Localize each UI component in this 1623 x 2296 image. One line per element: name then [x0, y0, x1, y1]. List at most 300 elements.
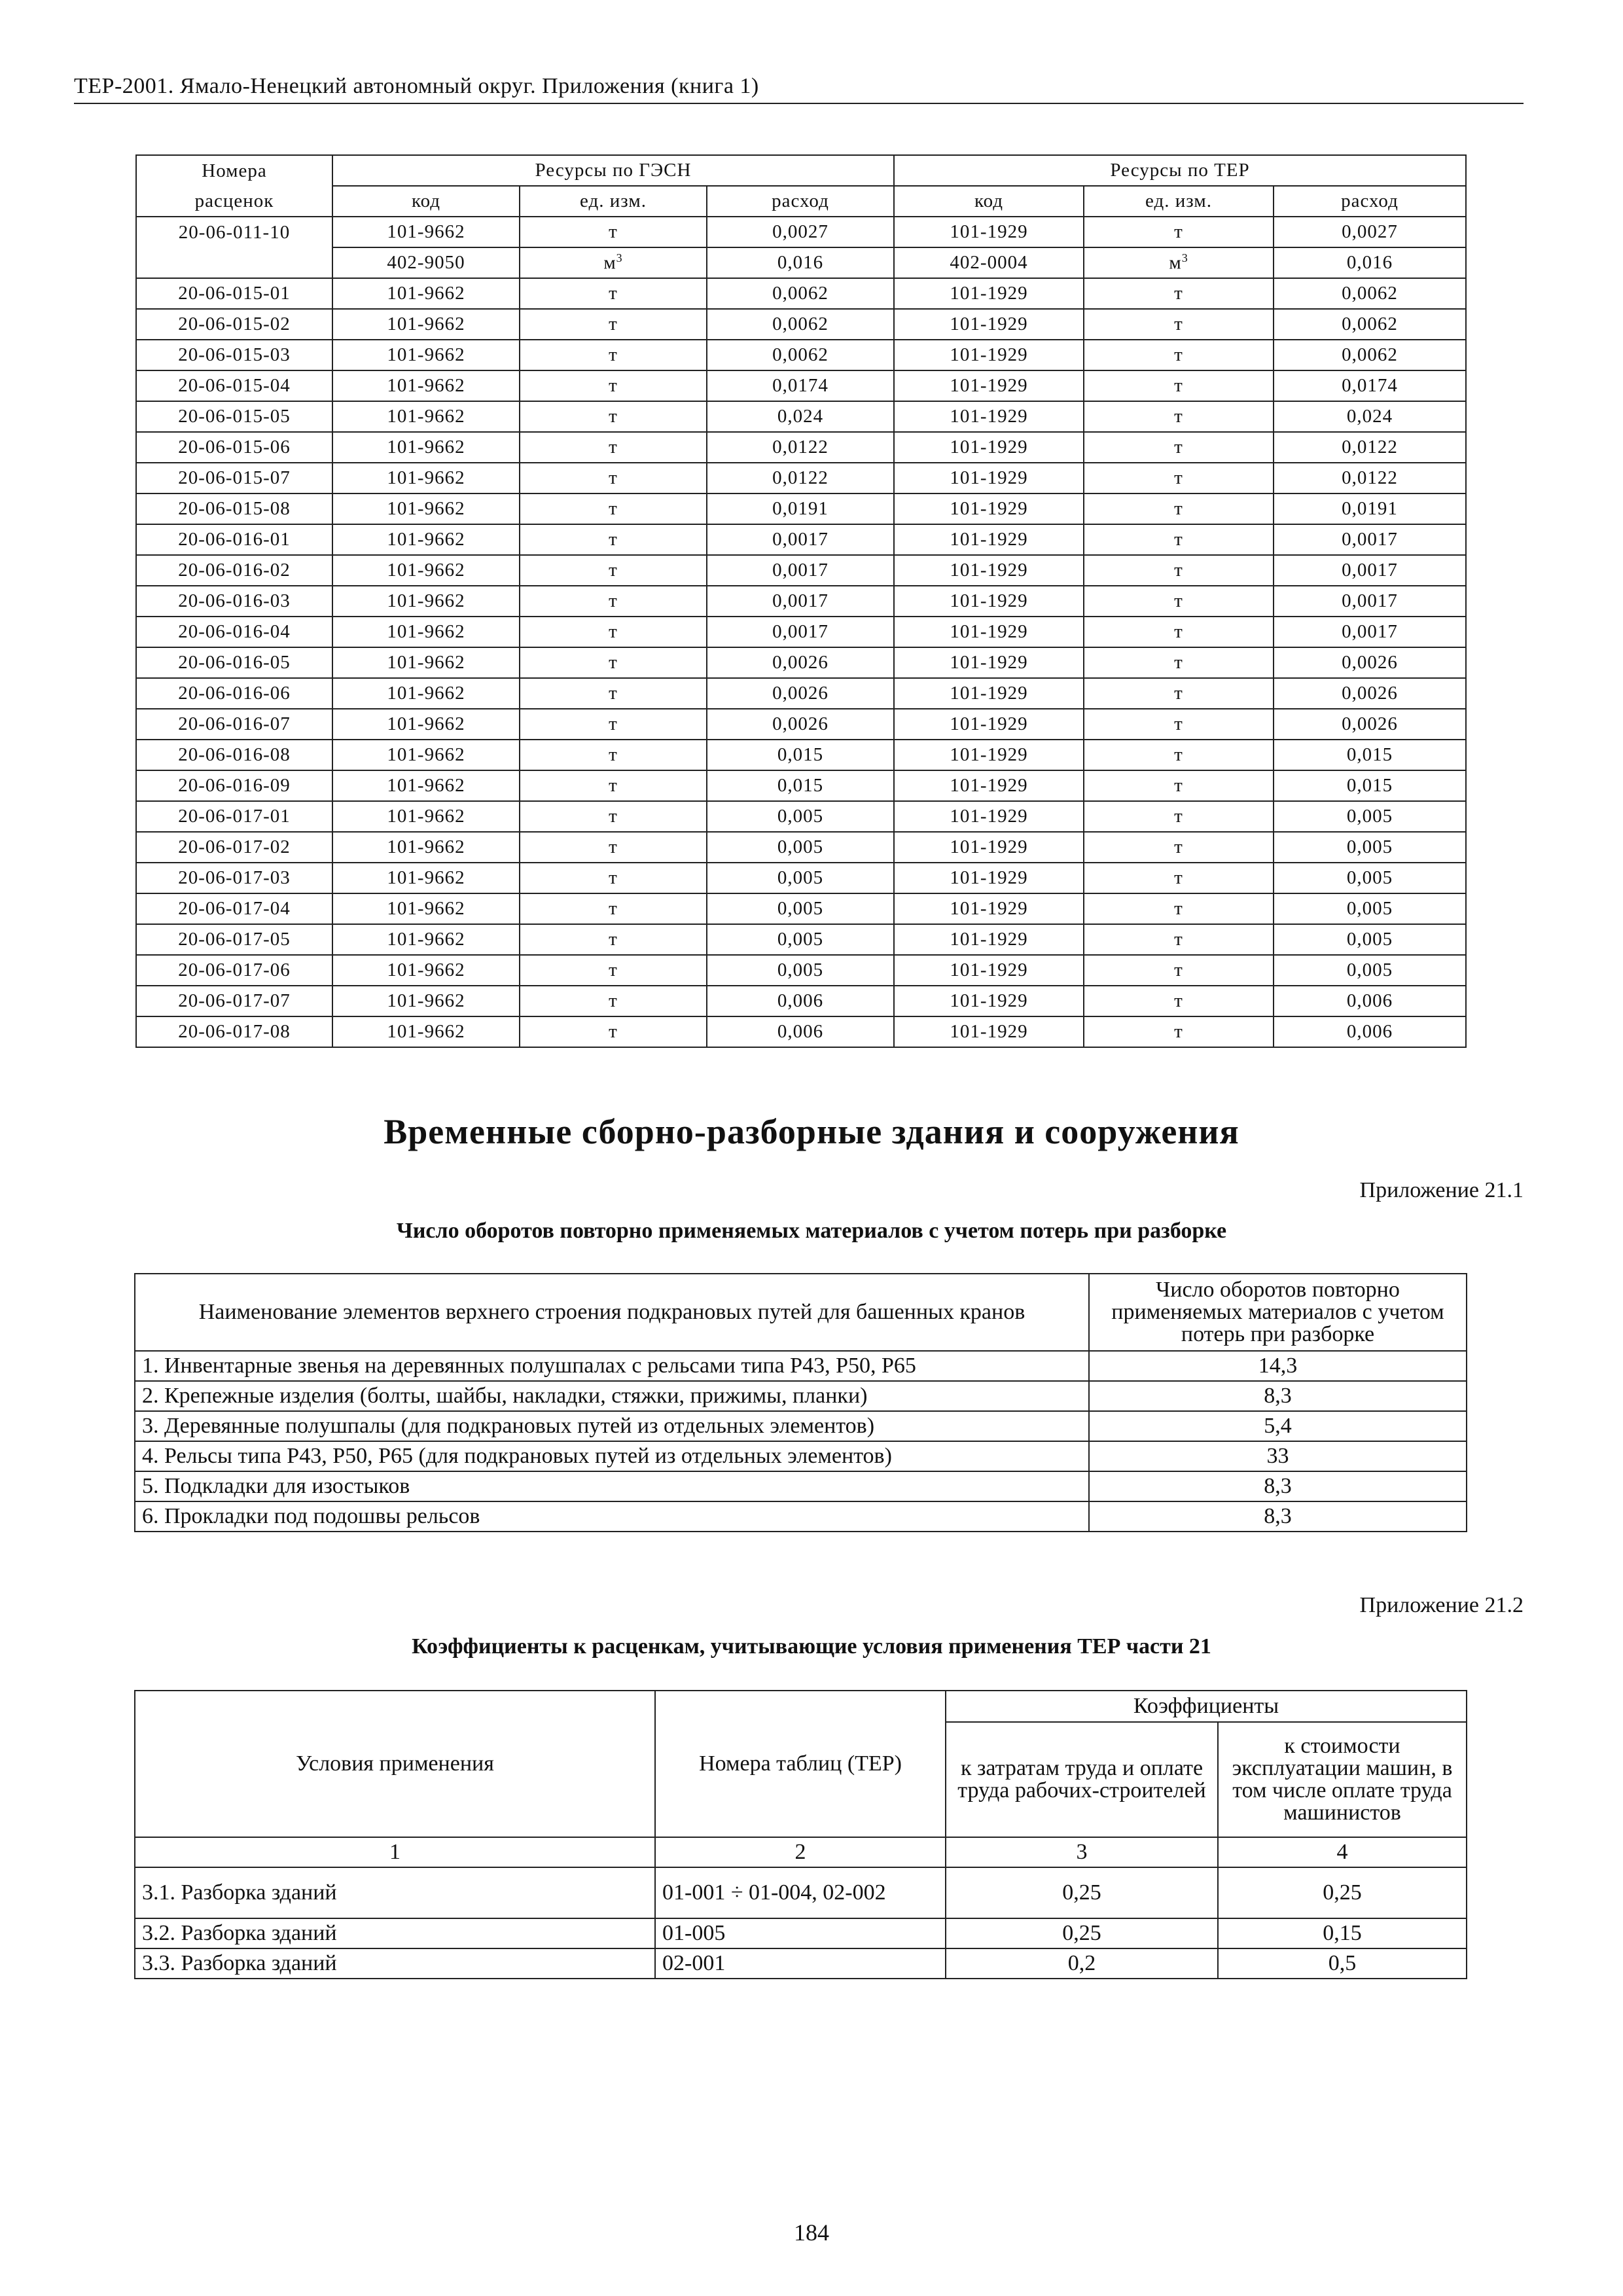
- ter-usage: 0,0191: [1342, 498, 1398, 519]
- rate-number-cell: [136, 555, 332, 586]
- page-number: 184: [794, 2219, 829, 2246]
- gesn-unit-cell: [520, 955, 707, 986]
- ter-code: 101-1929: [950, 990, 1028, 1011]
- table-row: [136, 801, 1466, 832]
- ter-code-cell: [894, 278, 1084, 309]
- ter-usage-cell: [1274, 863, 1466, 893]
- ter-unit: т: [1174, 529, 1183, 550]
- gesn-usage: 0,006: [777, 1021, 824, 1042]
- gesn-code-cell: [332, 955, 520, 986]
- table-row: [136, 893, 1466, 924]
- table-row: [136, 617, 1466, 647]
- ter-usage: 0,024: [1346, 406, 1393, 427]
- ter-unit: т: [1174, 590, 1183, 611]
- ter-usage: 0,006: [1346, 990, 1393, 1011]
- ter-usage-cell: [1274, 678, 1466, 709]
- rate-number-cell: [136, 924, 332, 955]
- ter-code-cell: [894, 247, 1084, 278]
- condition: 3.3. Разборка зданий: [135, 1948, 655, 1979]
- table-row: [135, 1918, 1467, 1948]
- ter-usage-cell: [1274, 955, 1466, 986]
- gesn-usage-cell: [707, 955, 894, 986]
- ter-usage-cell: [1274, 647, 1466, 678]
- ter-unit-cell: [1084, 801, 1274, 832]
- table-row: [135, 1381, 1467, 1411]
- gesn-usage: 0,005: [777, 929, 824, 950]
- ter-usage: 0,005: [1346, 960, 1393, 980]
- ter-usage-cell: [1274, 463, 1466, 493]
- gesn-code: 101-9662: [387, 1021, 465, 1042]
- table-row: [135, 1867, 1467, 1918]
- gesn-unit: т: [609, 560, 618, 581]
- rate-number-cell: [136, 955, 332, 986]
- rate-number-cell: [136, 278, 332, 309]
- ter-unit-cell: [1084, 340, 1274, 370]
- ter-code: 101-1929: [950, 283, 1028, 304]
- table-row: [136, 955, 1466, 986]
- gesn-usage: 0,0017: [772, 590, 829, 611]
- table-row: [136, 309, 1466, 340]
- table-row: [136, 370, 1466, 401]
- ter-unit-cell: [1084, 278, 1274, 309]
- ter-unit-cell: [1084, 617, 1274, 647]
- ter-usage-cell: [1274, 893, 1466, 924]
- gesn-code: 101-9662: [387, 221, 465, 242]
- table-row: [136, 586, 1466, 617]
- gesn-code: 101-9662: [387, 314, 465, 334]
- rate-number-cell: [136, 678, 332, 709]
- ter-unit: т: [1174, 744, 1183, 765]
- gesn-usage: 0,015: [777, 775, 824, 796]
- ter-usage: 0,005: [1346, 836, 1393, 857]
- ter-usage: 0,0017: [1342, 529, 1398, 550]
- machines-coefficient: 0,5: [1218, 1948, 1467, 1979]
- ter-code: 101-1929: [950, 621, 1028, 642]
- ter-unit: м: [1169, 252, 1182, 274]
- gesn-usage-cell: [707, 432, 894, 463]
- ter-usage-cell: [1274, 586, 1466, 617]
- ter-code: 101-1929: [950, 375, 1028, 396]
- col-header-gesn-code: код: [332, 186, 520, 217]
- ter-code: 101-1929: [950, 713, 1028, 734]
- gesn-unit-cell: [520, 278, 707, 309]
- ter-usage-cell: [1274, 278, 1466, 309]
- gesn-code: 101-9662: [387, 960, 465, 980]
- rate-number-cell: [136, 1016, 332, 1047]
- ter-unit-cell: [1084, 955, 1274, 986]
- turnover-value: 8,3: [1089, 1501, 1467, 1532]
- turnover-value: 5,4: [1089, 1411, 1467, 1441]
- gesn-usage-cell: [707, 217, 894, 247]
- gesn-unit-cell: [520, 586, 707, 617]
- table-row: [136, 217, 1466, 247]
- gesn-usage: 0,0017: [772, 560, 829, 581]
- ter-unit: т: [1174, 621, 1183, 642]
- gesn-code: 101-9662: [387, 652, 465, 673]
- col-header-conditions: Условия применения: [135, 1691, 655, 1837]
- ter-unit-cell: [1084, 247, 1274, 278]
- gesn-unit-cell: [520, 493, 707, 524]
- gesn-code-cell: [332, 217, 520, 247]
- gesn-usage-cell: [707, 924, 894, 955]
- ter-code-cell: [894, 432, 1084, 463]
- gesn-unit-cell: [520, 647, 707, 678]
- ter-code: 101-1929: [950, 1021, 1028, 1042]
- rate-number: 20-06-015-01: [178, 283, 291, 304]
- gesn-code: 101-9662: [387, 775, 465, 796]
- gesn-unit: т: [609, 960, 618, 980]
- gesn-usage: 0,0062: [772, 314, 829, 334]
- gesn-code-cell: [332, 678, 520, 709]
- gesn-code: 101-9662: [387, 498, 465, 519]
- gesn-unit-cell: [520, 801, 707, 832]
- ter-unit-cell: [1084, 863, 1274, 893]
- ter-code: 101-1929: [950, 221, 1028, 242]
- gesn-code: 101-9662: [387, 836, 465, 857]
- rate-number-cell: [136, 524, 332, 555]
- table-row: [135, 1441, 1467, 1471]
- gesn-unit: т: [609, 683, 618, 704]
- rate-number: 20-06-015-05: [178, 406, 291, 427]
- gesn-unit-cell: [520, 863, 707, 893]
- ter-usage-cell: [1274, 432, 1466, 463]
- gesn-code-cell: [332, 801, 520, 832]
- appendix-21-2-label: Приложение 21.2: [1359, 1593, 1524, 1617]
- ter-usage-cell: [1274, 709, 1466, 740]
- gesn-unit: м: [603, 252, 616, 274]
- ter-usage: 0,0027: [1342, 221, 1398, 242]
- ter-usage: 0,0122: [1342, 467, 1398, 488]
- gesn-usage: 0,0027: [772, 221, 829, 242]
- rate-number: 20-06-015-03: [178, 344, 291, 365]
- col-header-ter-code: код: [894, 186, 1084, 217]
- ter-usage-cell: [1274, 401, 1466, 432]
- col-header-coefficients: Коэффициенты: [946, 1691, 1467, 1722]
- ter-usage: 0,005: [1346, 867, 1393, 888]
- ter-code: 101-1929: [950, 929, 1028, 950]
- gesn-usage-cell: [707, 247, 894, 278]
- ter-usage: 0,0026: [1342, 683, 1398, 704]
- ter-usage: 0,005: [1346, 929, 1393, 950]
- gesn-code: 101-9662: [387, 529, 465, 550]
- table-row: [135, 1351, 1467, 1381]
- ter-unit-cell: [1084, 709, 1274, 740]
- col-header-element-name: Наименование элементов верхнего строения подкрановых путей для башенных кранов: [135, 1274, 1089, 1351]
- gesn-code: 101-9662: [387, 621, 465, 642]
- gesn-code: 101-9662: [387, 744, 465, 765]
- rate-number: 20-06-016-01: [178, 529, 291, 550]
- ter-usage-cell: [1274, 247, 1466, 278]
- ter-unit-cell: [1084, 893, 1274, 924]
- rate-number: 20-06-017-08: [178, 1021, 291, 1042]
- gesn-usage: 0,005: [777, 898, 824, 919]
- ter-unit: т: [1174, 498, 1183, 519]
- col-number: 4: [1218, 1837, 1467, 1867]
- gesn-usage: 0,015: [777, 744, 824, 765]
- gesn-unit: т: [609, 529, 618, 550]
- table-row: [136, 1016, 1466, 1047]
- ter-code-cell: [894, 770, 1084, 801]
- appendix-21-1-title: Число оборотов повторно применяемых материалов с учетом потерь при разборке: [396, 1219, 1227, 1243]
- turnover-value: 33: [1089, 1441, 1467, 1471]
- rate-number: 20-06-015-07: [178, 467, 291, 488]
- rate-number: 20-06-016-04: [178, 621, 291, 642]
- gesn-unit-cell: [520, 617, 707, 647]
- gesn-usage: 0,005: [777, 960, 824, 980]
- table-numbers: 01-001 ÷ 01-004, 02-002: [655, 1867, 946, 1918]
- gesn-usage: 0,0122: [772, 467, 829, 488]
- gesn-unit: т: [609, 898, 618, 919]
- table-row: [135, 1501, 1467, 1532]
- gesn-usage: 0,0122: [772, 437, 829, 457]
- gesn-unit: т: [609, 744, 618, 765]
- gesn-unit-cell: [520, 770, 707, 801]
- rate-number: 20-06-017-01: [178, 806, 291, 827]
- ter-unit: т: [1174, 683, 1183, 704]
- ter-code-cell: [894, 370, 1084, 401]
- col-number: 1: [135, 1837, 655, 1867]
- gesn-code-cell: [332, 647, 520, 678]
- gesn-code-cell: [332, 493, 520, 524]
- gesn-unit-cell: [520, 678, 707, 709]
- table-numbers: 02-001: [655, 1948, 946, 1979]
- gesn-unit-cell: [520, 555, 707, 586]
- rate-number: 20-06-015-06: [178, 437, 291, 457]
- ter-usage-cell: [1274, 1016, 1466, 1047]
- ter-usage: 0,0017: [1342, 560, 1398, 581]
- ter-usage: 0,0026: [1342, 713, 1398, 734]
- rate-number-cell: [136, 309, 332, 340]
- ter-usage-cell: [1274, 555, 1466, 586]
- gesn-unit: т: [609, 652, 618, 673]
- element-name: 1. Инвентарные звенья на деревянных полушпалах с рельсами типа Р43, Р50, Р65: [135, 1351, 1089, 1381]
- gesn-usage-cell: [707, 678, 894, 709]
- gesn-code-cell: [332, 370, 520, 401]
- gesn-usage: 0,0026: [772, 683, 829, 704]
- ter-unit: т: [1174, 929, 1183, 950]
- col-number: 3: [946, 1837, 1218, 1867]
- gesn-usage-cell: [707, 340, 894, 370]
- gesn-usage: 0,024: [777, 406, 824, 427]
- ter-code: 101-1929: [950, 744, 1028, 765]
- ter-code: 101-1929: [950, 344, 1028, 365]
- gesn-usage: 0,0026: [772, 652, 829, 673]
- gesn-unit: т: [609, 406, 618, 427]
- table-row: [136, 247, 1466, 278]
- rate-number-cell: [136, 247, 332, 278]
- table-row: [136, 278, 1466, 309]
- gesn-unit: т: [609, 621, 618, 642]
- ter-usage-cell: [1274, 370, 1466, 401]
- gesn-code: 101-9662: [387, 867, 465, 888]
- resources-table: [135, 154, 1467, 1048]
- ter-usage: 0,0017: [1342, 621, 1398, 642]
- gesn-code: 101-9662: [387, 375, 465, 396]
- gesn-usage-cell: [707, 309, 894, 340]
- ter-unit-cell: [1084, 432, 1274, 463]
- ter-unit: т: [1174, 898, 1183, 919]
- gesn-unit-cell: [520, 401, 707, 432]
- ter-usage: 0,0026: [1342, 652, 1398, 673]
- rate-number: 20-06-015-04: [178, 375, 291, 396]
- rate-number-cell: [136, 832, 332, 863]
- gesn-code-cell: [332, 340, 520, 370]
- gesn-unit: т: [609, 590, 618, 611]
- gesn-unit-cell: [520, 709, 707, 740]
- gesn-code: 101-9662: [387, 406, 465, 427]
- turnover-value: 8,3: [1089, 1381, 1467, 1411]
- ter-unit: т: [1174, 437, 1183, 457]
- gesn-unit-cell: [520, 309, 707, 340]
- gesn-code: 101-9662: [387, 590, 465, 611]
- ter-code-cell: [894, 863, 1084, 893]
- col-header-table-numbers: Номера таблиц (ТЕР): [655, 1691, 946, 1837]
- table-header-row: [135, 1274, 1467, 1351]
- ter-unit: т: [1174, 652, 1183, 673]
- ter-usage: 0,0062: [1342, 314, 1398, 334]
- ter-unit: т: [1174, 1021, 1183, 1042]
- col-header-turnover-count: Число оборотов повторно применяемых материалов с учетом потерь при разборке: [1089, 1274, 1467, 1351]
- rate-number: 20-06-016-02: [178, 560, 291, 581]
- labor-coefficient: 0,2: [946, 1948, 1218, 1979]
- ter-code: 101-1929: [950, 529, 1028, 550]
- ter-code-cell: [894, 555, 1084, 586]
- col-header-ter-usage: расход: [1274, 186, 1466, 217]
- gesn-code-cell: [332, 524, 520, 555]
- ter-usage-cell: [1274, 217, 1466, 247]
- rate-number-cell: [136, 432, 332, 463]
- ter-usage-cell: [1274, 524, 1466, 555]
- ter-unit-cell: [1084, 586, 1274, 617]
- gesn-unit: т: [609, 775, 618, 796]
- rate-number: 20-06-017-03: [178, 867, 291, 888]
- ter-unit-cell: [1084, 370, 1274, 401]
- running-header: ТЕР-2001. Ямало-Ненецкий автономный округ. Приложения (книга 1): [74, 74, 1524, 104]
- rate-number-cell: [136, 986, 332, 1016]
- rate-number-cell: [136, 801, 332, 832]
- rate-number: 20-06-015-02: [178, 314, 291, 334]
- element-name: 2. Крепежные изделия (болты, шайбы, накладки, стяжки, прижимы, планки): [135, 1381, 1089, 1411]
- ter-usage: 0,016: [1346, 252, 1393, 273]
- gesn-code: 101-9662: [387, 683, 465, 704]
- col-header-gesn-unit: ед. изм.: [520, 186, 707, 217]
- col-header-gesn-usage: расход: [707, 186, 894, 217]
- ter-code: 101-1929: [950, 437, 1028, 457]
- gesn-usage: 0,0062: [772, 283, 829, 304]
- gesn-usage-cell: [707, 555, 894, 586]
- rate-number: 20-06-017-07: [178, 990, 291, 1011]
- gesn-code: 101-9662: [387, 283, 465, 304]
- ter-code: 101-1929: [950, 867, 1028, 888]
- appendix-21-1-label: Приложение 21.1: [1359, 1178, 1524, 1202]
- ter-usage-cell: [1274, 617, 1466, 647]
- ter-code-cell: [894, 740, 1084, 770]
- gesn-code-cell: [332, 278, 520, 309]
- gesn-code: 101-9662: [387, 467, 465, 488]
- gesn-usage: 0,0017: [772, 621, 829, 642]
- table-row: [136, 463, 1466, 493]
- ter-code-cell: [894, 647, 1084, 678]
- col-header-machines: к стоимости эксплуатации машин, в том числе оплате труда машинистов: [1218, 1722, 1467, 1837]
- ter-code: 101-1929: [950, 683, 1028, 704]
- gesn-unit-cell: [520, 893, 707, 924]
- table-header-row: [136, 155, 1466, 186]
- gesn-code-cell: [332, 432, 520, 463]
- table-subheader-row: [136, 186, 1466, 217]
- gesn-unit: т: [609, 437, 618, 457]
- gesn-usage-cell: [707, 1016, 894, 1047]
- ter-usage-cell: [1274, 493, 1466, 524]
- ter-unit: т: [1174, 375, 1183, 396]
- rate-number: 20-06-016-07: [178, 713, 291, 734]
- gesn-unit-cell: [520, 217, 707, 247]
- ter-code-cell: [894, 524, 1084, 555]
- ter-code: 101-1929: [950, 652, 1028, 673]
- gesn-unit: т: [609, 344, 618, 365]
- gesn-unit: т: [609, 221, 618, 242]
- rate-number: 20-06-016-05: [178, 652, 291, 673]
- rate-number: 20-06-017-04: [178, 898, 291, 919]
- rate-number-cell: [136, 709, 332, 740]
- gesn-usage-cell: [707, 463, 894, 493]
- table-row: [136, 524, 1466, 555]
- coefficients-table: [134, 1690, 1467, 1979]
- rate-number-cell: [136, 647, 332, 678]
- ter-usage: 0,0017: [1342, 590, 1398, 611]
- gesn-usage: 0,005: [777, 836, 824, 857]
- gesn-code-cell: [332, 893, 520, 924]
- ter-unit: т: [1174, 960, 1183, 980]
- table-row: [136, 709, 1466, 740]
- turnover-table: [134, 1273, 1467, 1532]
- gesn-usage: 0,0026: [772, 713, 829, 734]
- gesn-unit: т: [609, 836, 618, 857]
- gesn-usage-cell: [707, 278, 894, 309]
- gesn-unit: т: [609, 867, 618, 888]
- gesn-usage: 0,0017: [772, 529, 829, 550]
- table-row: [136, 647, 1466, 678]
- gesn-code-cell: [332, 709, 520, 740]
- ter-code: 101-1929: [950, 775, 1028, 796]
- rate-number-cell: [136, 370, 332, 401]
- gesn-unit-cell: [520, 370, 707, 401]
- gesn-unit-cell: [520, 832, 707, 863]
- machines-coefficient: 0,15: [1218, 1918, 1467, 1948]
- ter-usage-cell: [1274, 770, 1466, 801]
- rate-number-cell: [136, 893, 332, 924]
- table-row: [135, 1411, 1467, 1441]
- rate-number: 20-06-016-08: [178, 744, 291, 765]
- column-number-row: [135, 1837, 1467, 1867]
- ter-code-cell: [894, 955, 1084, 986]
- ter-code: 101-1929: [950, 467, 1028, 488]
- ter-code-cell: [894, 586, 1084, 617]
- gesn-unit: т: [609, 990, 618, 1011]
- rate-number-cell: [136, 863, 332, 893]
- gesn-unit: т: [609, 314, 618, 334]
- gesn-usage-cell: [707, 770, 894, 801]
- ter-code: 402-0004: [950, 252, 1028, 273]
- ter-usage: 0,005: [1346, 806, 1393, 827]
- ter-unit-cell: [1084, 555, 1274, 586]
- ter-code-cell: [894, 401, 1084, 432]
- gesn-unit: т: [609, 283, 618, 304]
- element-name: 4. Рельсы типа Р43, Р50, Р65 (для подкрановых путей из отдельных элементов): [135, 1441, 1089, 1471]
- labor-coefficient: 0,25: [946, 1918, 1218, 1948]
- ter-usage: 0,0062: [1342, 344, 1398, 365]
- ter-code-cell: [894, 493, 1084, 524]
- gesn-code-cell: [332, 247, 520, 278]
